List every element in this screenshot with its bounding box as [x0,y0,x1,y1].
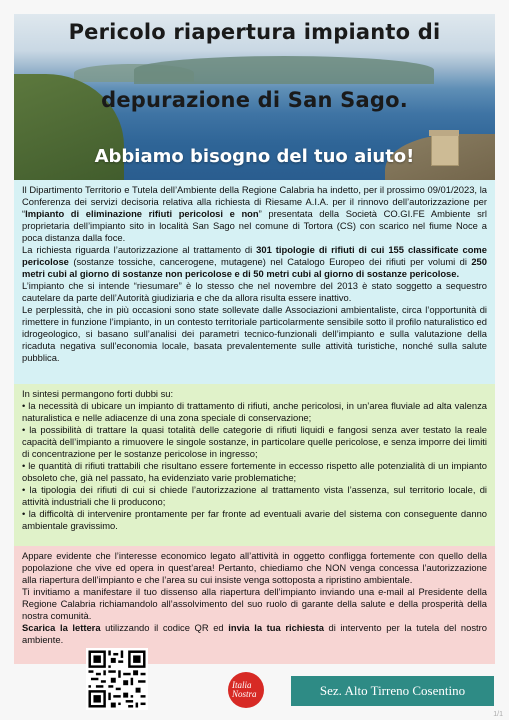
section-intro [14,180,495,384]
section-call-to-action [14,546,495,664]
italia-nostra-logo [228,672,268,712]
title-line-2: depurazione di San Sago. [101,88,408,112]
cta-paragraph-3 [22,622,487,646]
rich-p3 [22,622,487,645]
subtitle: Abbiamo bisogno del tuo aiuto! [94,146,415,167]
text-run: (sostanze tossiche, cancerogene, mutagene) nel Catalogo Europeo dei rifiuti per volumi di [68,256,472,267]
text-run: La richiesta riguarda l’autorizzazione al trattamento di [22,244,257,255]
cta-paragraph-1: Appare evidente che l’interesse economico legato all’attività in oggetto confligga fortemente con quello della popolazione che vive ed opera in quest’area! Pertanto, chiediamo che NON venga concessa l’autorizzazione alla riapertura dell’impianto e che l’area su cui insiste venga sottoposta a ripristino ambientale. [22,550,487,585]
doubt-item: • la necessità di ubicare un impianto di trattamento di rifiuti, anche pericolosi, in un’area fluviale ad alta valenza naturalistica e nelle adiacenze di una zona speciale di conservazione; [22,400,487,423]
intro-paragraph-3: L’impianto che si intende “riesumare” è lo stesso che nel novembre del 2013 è stato soggetto a sequestro cautelare da parte dell’Autorità giudiziaria e che da allora risulta essere inattivo. [22,280,487,303]
intro-paragraph-4: Le perplessità, che in più occasioni sono state sollevate dalle Associazioni ambientaliste, circa l’opportunità di rimettere in funzione l’impianto, in un contesto territoriale particolarmente sensibile sotto il profilo naturalistico ed idrogeologico, si basano sull’analisi dei parametri tecnico-funzionali dell’impianto e sulla valutazione della ricaduta negativa sull’economia locale, basata prevalentemente sulle attività turistiche, nonché sulla salute pubblica. [22,304,487,363]
logo-text: Italia Nostra [232,680,257,699]
section-doubts [14,384,495,546]
text-run: di intervento per la tutela del nostro ambiente. [22,622,487,645]
island-silhouette [134,56,434,84]
title-line-1: Pericolo riapertura impianto di [68,20,441,44]
qr-code[interactable] [86,648,148,710]
doubt-item: • le quantità di rifiuti trattabili che risultano essere fortemente in eccesso rispetto alle potenzialità di un impianto obsoleto che, già nel passato, ha evidenziato varie problematiche; [22,460,487,483]
doubt-item: • la possibilità di trattare la quasi totalità delle categorie di rifiuti liquidi e fangosi senza aver testato la reale capacità dell’impianto a rimuovere le singole sostanze, in particolare quelle pericolose, e senza imporre dei limiti di concentrazione per le sostanze pericolose in ingresso; [22,424,487,459]
text-run: utilizzando il codice QR ed [100,622,229,633]
page-number: 1/1 [493,711,503,718]
intro-paragraph-2 [22,244,487,280]
section-badge: Sez. Alto Tirreno Cosentino [291,676,494,706]
text-run: 301 tipologie di rifiuti di cui 155 classificate come pericolose [22,244,487,267]
text-run: ” presentata della Società CO.GI.FE Ambiente srl proprietaria dell’impianto sito in località San Sago nel comune di Tortora (CS) con scarico nel fiume Noce a poca distanza dalla foce. [22,208,487,243]
rich-p1 [22,184,487,243]
text-run: invia la tua richiesta [228,622,324,633]
header-photo-banner [14,14,495,180]
doubt-item: • la tipologia dei rifiuti di cui si chiede l’autorizzazione al trattamento vista l’assenza, sul territorio locale, di attività industriali che li producono; [22,484,487,507]
text-run: Scarica la lettera [22,622,101,633]
cta-paragraph-2: Ti invitiamo a manifestare il tuo dissenso alla riapertura dell’impianto inviando una e-mail al Presidente della Regione Calabria richiamandolo all’assolvimento del suo ruolo di garante della salute e della prosperità della nostra comunità. [22,586,487,621]
doubt-item: • la difficoltà di intervenire prontamente per far fronte ad eventuali avarie del sistema con conseguente danno ambientale gravissimo. [22,508,487,531]
doubts-intro: In sintesi permangono forti dubbi su: [22,388,174,399]
intro-paragraph-1 [22,184,487,244]
rich-p2 [22,244,487,279]
text-run: Impianto di eliminazione rifiuti pericolosi e non [25,208,259,219]
text-run: 250 metri cubi al giorno di sostanze non pericolose e di 50 metri cubi al giorno di sostanze pericolose. [22,256,487,279]
qr-code-graphic [86,648,148,710]
text-run: Il Dipartimento Territorio e Tutela dell’Ambiente della Regione Calabria ha indetto, per il prossimo 09/01/2023, la Conferenza dei servizi decisoria relativa alla richiesta di Riesame A.I.A. per il rinnovo dell’autorizzazione per “ [22,184,487,219]
